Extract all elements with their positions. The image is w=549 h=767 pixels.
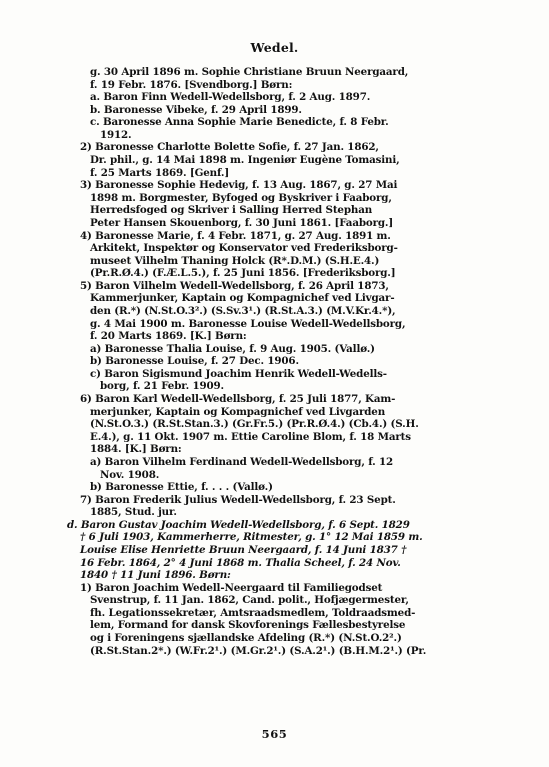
text-line: (Pr.R.Ø.4.) (F.Æ.L.5.), f. 25 Juni 1856. [Frederiksborg.] bbox=[90, 267, 396, 280]
text-line: Kammerjunker, Kaptain og Kompagnichef ved Livgar- bbox=[90, 292, 395, 305]
text-line: 3) Baronesse Sophie Hedevig, f. 13 Aug. 1867, g. 27 Mai bbox=[80, 179, 398, 192]
text-line: 1898 m. Borgmester, Byfoged og Byskriver i Faaborg, bbox=[90, 191, 392, 204]
text-line: merjunker, Kaptain og Kompagnichef ved Livgarden bbox=[90, 405, 386, 418]
text-line: d. Baron Gustav Joachim Wedell-Wedellsborg, f. 6 Sept. 1829 bbox=[67, 518, 410, 531]
page-header: Wedel. bbox=[250, 40, 299, 55]
text-line: g. 4 Mai 1900 m. Baronesse Louise Wedell-Wedellsborg, bbox=[90, 317, 406, 330]
text-line: Herredsfoged og Skriver i Salling Herred Stephan bbox=[90, 204, 373, 217]
text-line: fh. Legationssekretær, Amtsraadsmedlem, Toldraadsmed- bbox=[90, 606, 416, 619]
text-line: Louise Elise Henriette Bruun Neergaard, f. 14 Juni 1837 † bbox=[80, 543, 407, 556]
text-line: 6) Baron Karl Wedell-Wedellsborg, f. 25 Juli 1877, Kam- bbox=[80, 393, 396, 406]
text-line: Arkitekt, Inspektør og Konservator ved Frederiksborg- bbox=[90, 242, 398, 255]
text-line: f. 20 Marts 1869. [K.] Børn: bbox=[90, 330, 247, 343]
text-line: E.4.), g. 11 Okt. 1907 m. Ettie Caroline Blom, f. 18 Marts bbox=[90, 430, 411, 443]
text-line: 16 Febr. 1864, 2° 4 Juni 1868 m. Thalia Scheel, f. 24 Nov. bbox=[80, 556, 401, 569]
text-line: 1885, Stud. jur. bbox=[90, 506, 177, 519]
text-line: Dr. phil., g. 14 Mai 1898 m. Ingeniør Eugène Tomasini, bbox=[90, 154, 400, 167]
text-line: † 6 Juli 1903, Kammerherre, Ritmester, g. 1° 12 Mai 1859 m. bbox=[80, 531, 423, 544]
text-line: Peter Hansen Skouenborg, f. 30 Juni 1861. [Faaborg.] bbox=[90, 216, 394, 229]
text-line: 7) Baron Frederik Julius Wedell-Wedellsborg, f. 23 Sept. bbox=[80, 493, 396, 506]
text-line: 1) Baron Joachim Wedell-Neergaard til Familiegodset bbox=[80, 581, 383, 594]
page-number: 565 bbox=[261, 727, 288, 741]
genealogy-text-body bbox=[67, 66, 470, 657]
text-line: 1912. bbox=[100, 128, 132, 141]
text-line: 2) Baronesse Charlotte Bolette Sofie, f. 27 Jan. 1862, bbox=[80, 141, 379, 154]
text-line: 5) Baron Vilhelm Wedell-Wedellsborg, f. 26 April 1873, bbox=[80, 279, 389, 292]
text-line: b) Baronesse Louise, f. 27 Dec. 1906. bbox=[90, 355, 299, 368]
text-line: c) Baron Sigismund Joachim Henrik Wedell-Wedells- bbox=[90, 367, 387, 380]
text-line: 1884. [K.] Børn: bbox=[90, 443, 182, 456]
text-line: borg, f. 21 Febr. 1909. bbox=[100, 380, 224, 393]
text-line: b) Baronesse Ettie, f. . . . (Vallø.) bbox=[90, 481, 273, 494]
text-line: b. Baronesse Vibeke, f. 29 April 1899. bbox=[90, 103, 302, 116]
text-line: 1840 † 11 Juni 1896. Børn: bbox=[80, 569, 231, 582]
text-line: f. 25 Marts 1869. [Genf.] bbox=[90, 166, 230, 179]
text-line: (R.St.Stan.2*.) (W.Fr.2¹.) (M.Gr.2¹.) (S.A.2¹.) (B.H.M.2¹.) (Pr. bbox=[90, 644, 427, 657]
text-line: Svenstrup, f. 11 Jan. 1862, Cand. polit., Hofjægermester, bbox=[90, 594, 409, 607]
text-line: c. Baronesse Anna Sophie Marie Benedicte, f. 8 Febr. bbox=[90, 116, 389, 129]
text-line: a) Baronesse Thalia Louise, f. 9 Aug. 1905. (Vallø.) bbox=[90, 342, 375, 355]
text-line: f. 19 Febr. 1876. [Svendborg.] Børn: bbox=[90, 78, 293, 91]
text-line: g. 30 April 1896 m. Sophie Christiane Bruun Neergaard, bbox=[90, 66, 409, 78]
text-line: Nov. 1908. bbox=[100, 468, 160, 481]
text-line: a) Baron Vilhelm Ferdinand Wedell-Wedellsborg, f. 12 bbox=[90, 455, 394, 468]
text-line: (N.St.O.3.) (R.St.Stan.3.) (Gr.Fr.5.) (Pr.R.Ø.4.) (Cb.4.) (S.H. bbox=[90, 418, 419, 431]
text-line: lem, Formand for dansk Skovforenings Fællesbestyrelse bbox=[90, 619, 406, 632]
text-line: museet Vilhelm Thaning Holck (R*.D.M.) (S.H.E.4.) bbox=[90, 254, 380, 267]
text-line: 4) Baronesse Marie, f. 4 Febr. 1871, g. 27 Aug. 1891 m. bbox=[80, 229, 391, 242]
text-line: og i Foreningens sjællandske Afdeling (R.*) (N.St.O.2².) bbox=[90, 632, 402, 645]
text-line: a. Baron Finn Wedell-Wedellsborg, f. 2 Aug. 1897. bbox=[90, 91, 371, 104]
text-line: den (R.*) (N.St.O.3².) (S.Sv.3¹.) (R.St.A.3.) (M.V.Kr.4.*), bbox=[90, 304, 396, 317]
